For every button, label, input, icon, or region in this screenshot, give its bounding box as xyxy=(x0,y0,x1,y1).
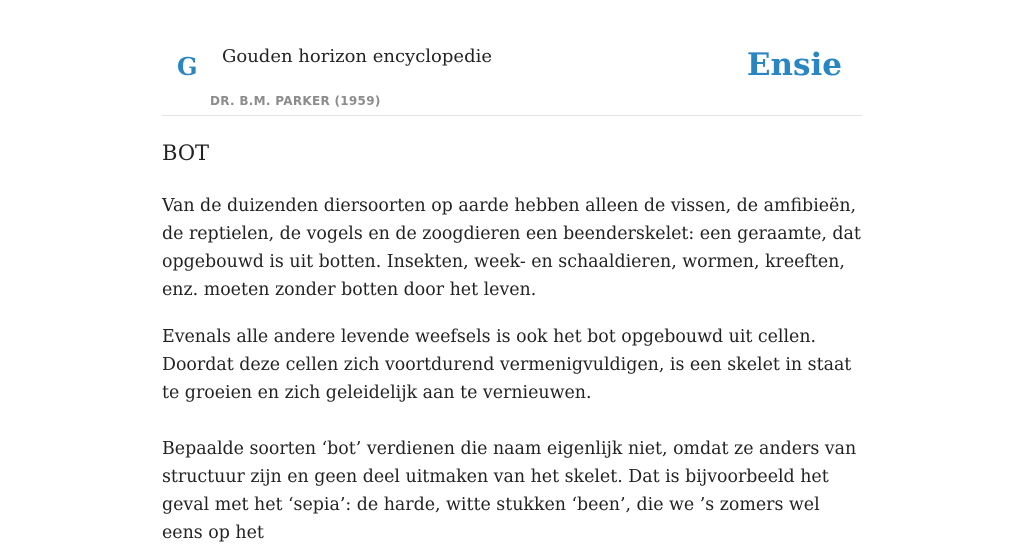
entry-title: BOT xyxy=(162,141,210,165)
paragraph: Van de duizenden diersoorten op aarde hebben alleen de vissen, de amfibieën, de reptielen, de vogels en de zoogdieren een beenderskelet: een geraamte, dat opgebouwd is uit botten. Insekten, week- en schaaldieren, wormen, kreeften, enz. moeten zonder botten door het leven. xyxy=(162,196,861,300)
book-author: DR. B.M. PARKER (1959) xyxy=(210,94,381,108)
paragraph: Evenals alle andere levende weefsels is ook het bot opgebouwd uit cellen. Doordat deze cellen zich voortdurend vermenigvuldigen, is een skelet in staat te groeien en zich geleidelijk aan te vernieuwen. xyxy=(162,327,852,403)
page xyxy=(162,0,862,543)
entry-body xyxy=(162,192,862,547)
book-title-link[interactable]: Gouden horizon encyclopedie xyxy=(222,46,492,67)
book-logo-icon[interactable]: G xyxy=(177,52,198,81)
paragraph: Bepaalde soorten ‘bot’ verdienen die naam eigenlijk niet, omdat ze anders van structuur zijn en geen deel uitmaken van het skelet. Dat is bijvoorbeeld het geval met het ‘sepia’: de harde, witte stukken ‘been’, die we ’s zomers wel eens op het xyxy=(162,439,857,543)
book-header xyxy=(162,0,862,116)
ensie-logo[interactable]: Ensie xyxy=(746,47,842,83)
